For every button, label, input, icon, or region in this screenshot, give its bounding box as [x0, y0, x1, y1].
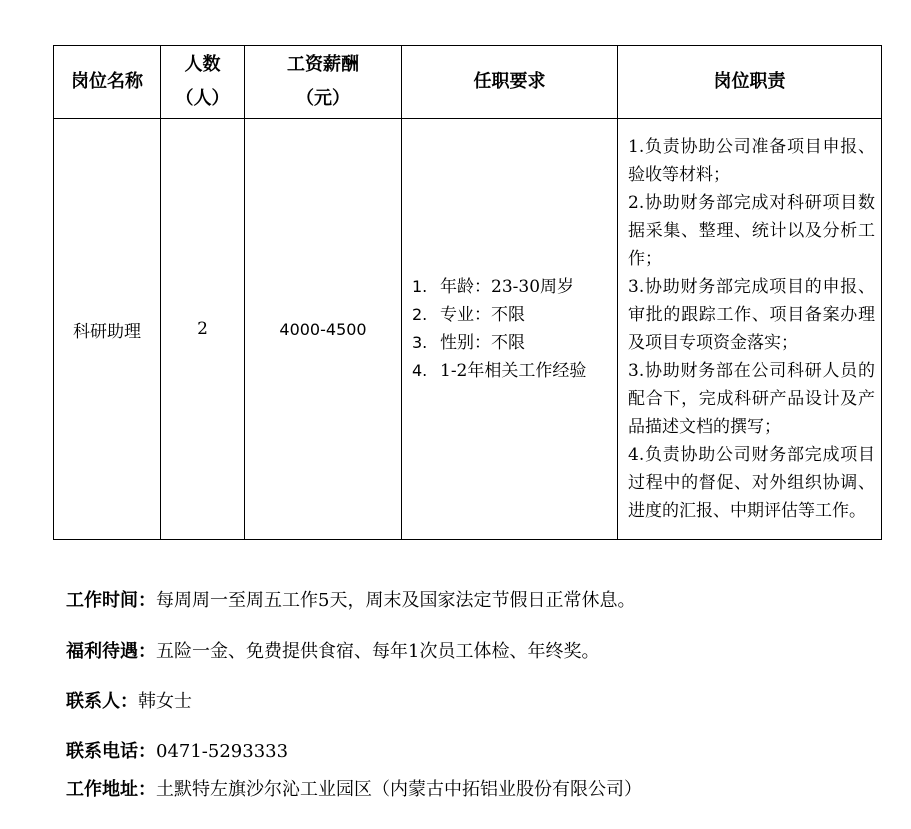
header-headcount — [161, 46, 245, 119]
cell-duties — [618, 119, 882, 540]
header-salary — [245, 46, 402, 119]
requirement-item — [412, 273, 617, 301]
header-headcount-line1: 人数 — [184, 54, 221, 75]
job-table — [53, 45, 882, 540]
requirement-number: 2. — [412, 305, 428, 324]
work-time-value: 每周周一至周五工作5天，周末及国家法定节假日正常休息。 — [156, 590, 636, 611]
phone-label: 联系电话： — [66, 741, 156, 762]
cell-salary: 4000-4500 — [245, 119, 402, 540]
requirement-text: 年龄：23-30周岁 — [440, 277, 575, 297]
benefits-value: 五险一金、免费提供食宿、每年1次员工体检、年终奖。 — [156, 641, 600, 662]
duty-item: 2.协助财务部完成对科研项目数据采集、整理、统计以及分析工作； — [628, 193, 875, 269]
header-salary-line2: （元） — [296, 88, 350, 109]
duty-item: 3.协助财务部完成项目的申报、审批的跟踪工作、项目备案办理及项目专项资金落实； — [628, 277, 875, 353]
phone-value: 0471-5293333 — [156, 741, 289, 762]
contact-label: 联系人： — [66, 691, 138, 712]
table-row — [54, 119, 882, 540]
benefits-label: 福利待遇： — [66, 641, 156, 662]
address-label: 工作地址： — [66, 779, 156, 800]
work-time-label: 工作时间： — [66, 590, 156, 611]
contact-value: 韩女士 — [138, 691, 192, 712]
header-duties: 岗位职责 — [618, 46, 882, 119]
requirement-item — [412, 357, 617, 385]
header-headcount-line2: （人） — [175, 88, 230, 109]
requirement-number: 3. — [412, 333, 428, 352]
cell-requirements — [402, 119, 618, 540]
duties-list — [618, 133, 881, 525]
duty-item: 4.负责协助公司财务部完成项目过程中的督促、对外组织协调、进度的汇报、中期评估等工作。 — [628, 445, 875, 521]
requirement-item — [412, 329, 617, 357]
table-header-row — [54, 46, 882, 119]
requirement-text: 性别：不限 — [440, 333, 525, 353]
requirement-text: 1-2年相关工作经验 — [440, 361, 587, 381]
duty-item: 1.负责协助公司准备项目申报、验收等材料； — [628, 137, 875, 185]
requirement-text: 专业：不限 — [440, 305, 525, 325]
header-position-name: 岗位名称 — [54, 46, 161, 119]
header-salary-line1: 工资薪酬 — [287, 54, 359, 75]
requirements-list — [402, 273, 617, 385]
header-requirements: 任职要求 — [402, 46, 618, 119]
duty-item: 3.协助财务部在公司科研人员的配合下，完成科研产品设计及产品描述文档的撰写； — [628, 361, 875, 437]
work-time-line — [66, 589, 635, 613]
cell-position-name: 科研助理 — [54, 119, 161, 540]
address-line — [66, 778, 642, 802]
address-value: 土默特左旗沙尔沁工业园区（内蒙古中拓铝业股份有限公司） — [156, 779, 642, 800]
requirement-number: 4. — [412, 361, 428, 380]
benefits-line — [66, 640, 599, 664]
phone-line — [66, 740, 288, 764]
cell-headcount: 2 — [161, 119, 245, 540]
requirement-number: 1. — [412, 277, 428, 296]
requirement-item — [412, 301, 617, 329]
contact-line — [66, 690, 192, 714]
